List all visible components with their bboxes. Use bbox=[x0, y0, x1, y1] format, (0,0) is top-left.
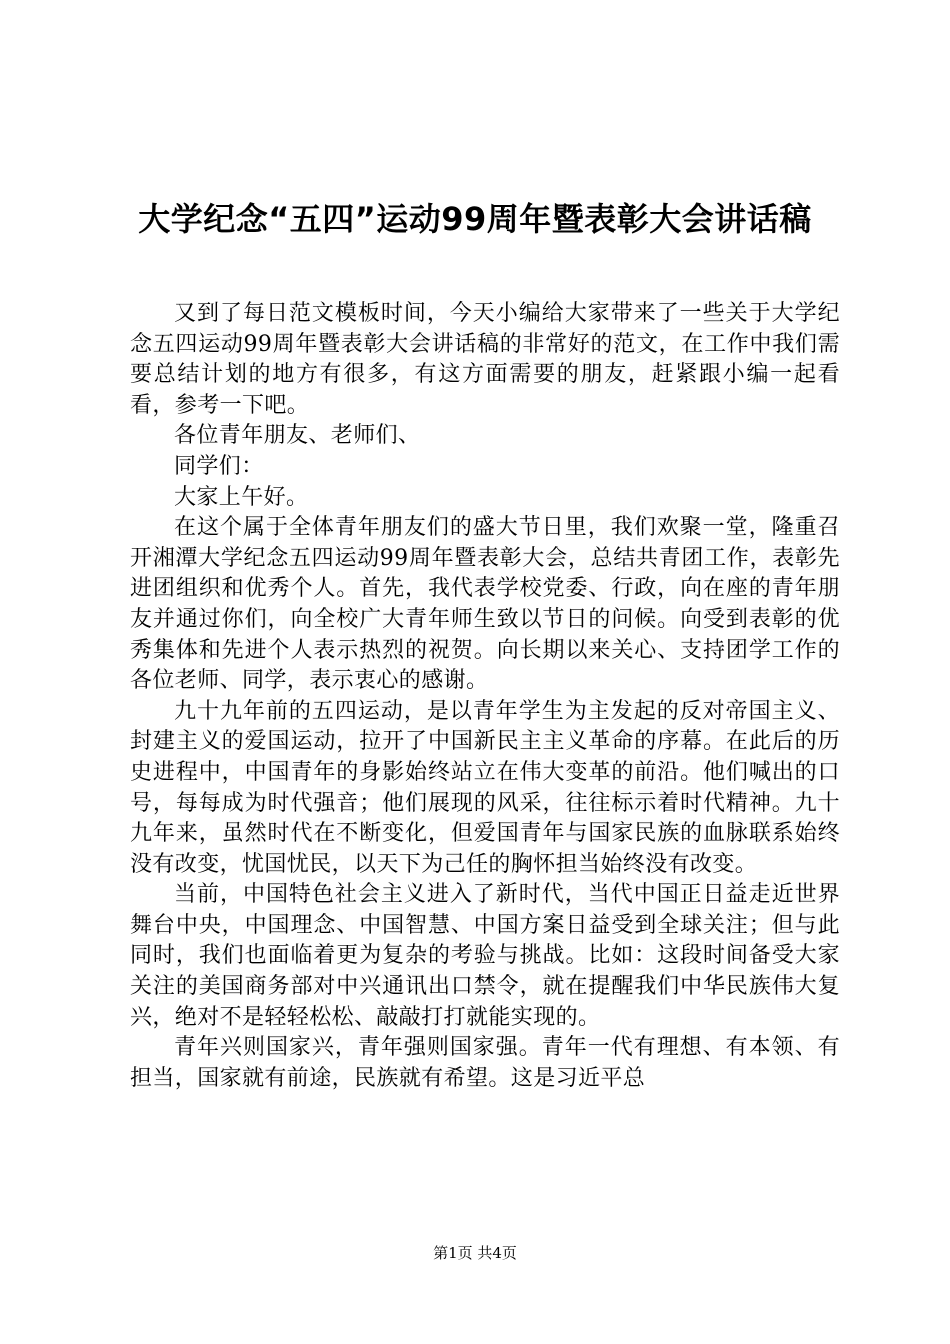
paragraph-opening: 在这个属于全体青年朋友们的盛大节日里，我们欢聚一堂，隆重召开湘潭大学纪念五四运动99周年暨表彰大会，总结共青团工作，表彰先进团组织和优秀个人。首先，我代表学校党委、行政，向在座的青年朋友并通过你们，向全校广大青年师生致以节日的问候。向受到表彰的优秀集体和先进个人表示热烈的祝贺。向长期以来关心、支持团学工作的各位老师、同学，表示衷心的感谢。 bbox=[130, 515, 840, 694]
paragraph-present: 当前，中国特色社会主义进入了新时代，当代中国正日益走近世界舞台中央，中国理念、中国智慧、中国方案日益受到全球关注；但与此同时，我们也面临着更为复杂的考验与挑战。比如：这段时间备受大家关注的美国商务部对中兴通讯出口禁令，就在提醒我们中华民族伟大复兴，绝对不是轻轻松松、敲敲打打就能实现的。 bbox=[130, 882, 840, 1030]
document-body bbox=[130, 299, 840, 1094]
paragraph-salutation-1: 各位青年朋友、老师们、 bbox=[174, 423, 421, 449]
paragraph-intro: 又到了每日范文模板时间，今天小编给大家带来了一些关于大学纪念五四运动99周年暨表彰大会讲话稿的非常好的范文，在工作中我们需要总结计划的地方有很多，有这方面需要的朋友，赶紧跟小编一起看看，参考一下吧。 bbox=[130, 301, 840, 418]
paragraph-greeting: 大家上午好。 bbox=[174, 484, 309, 510]
paragraph-youth: 青年兴则国家兴，青年强则国家强。青年一代有理想、有本领、有担当，国家就有前途，民族就有希望。这是习近平总 bbox=[130, 1035, 840, 1091]
paragraph-history: 九十九年前的五四运动，是以青年学生为主发起的反对帝国主义、封建主义的爱国运动，拉开了中国新民主主义革命的序幕。在此后的历史进程中，中国青年的身影始终站立在伟大变革的前沿。他们喊出的口号，每每成为时代强音；他们展现的风采，往往标示着时代精神。九十九年来，虽然时代在不断变化，但爱国青年与国家民族的血脉联系始终没有改变，忧国忧民，以天下为己任的胸怀担当始终没有改变。 bbox=[130, 698, 840, 877]
paragraph-salutation-2: 同学们： bbox=[174, 453, 264, 479]
page-number-footer: 第1页 共4页 bbox=[433, 1244, 517, 1262]
document-title: 大学纪念“五四”运动99周年暨表彰大会讲话稿 bbox=[138, 200, 812, 238]
